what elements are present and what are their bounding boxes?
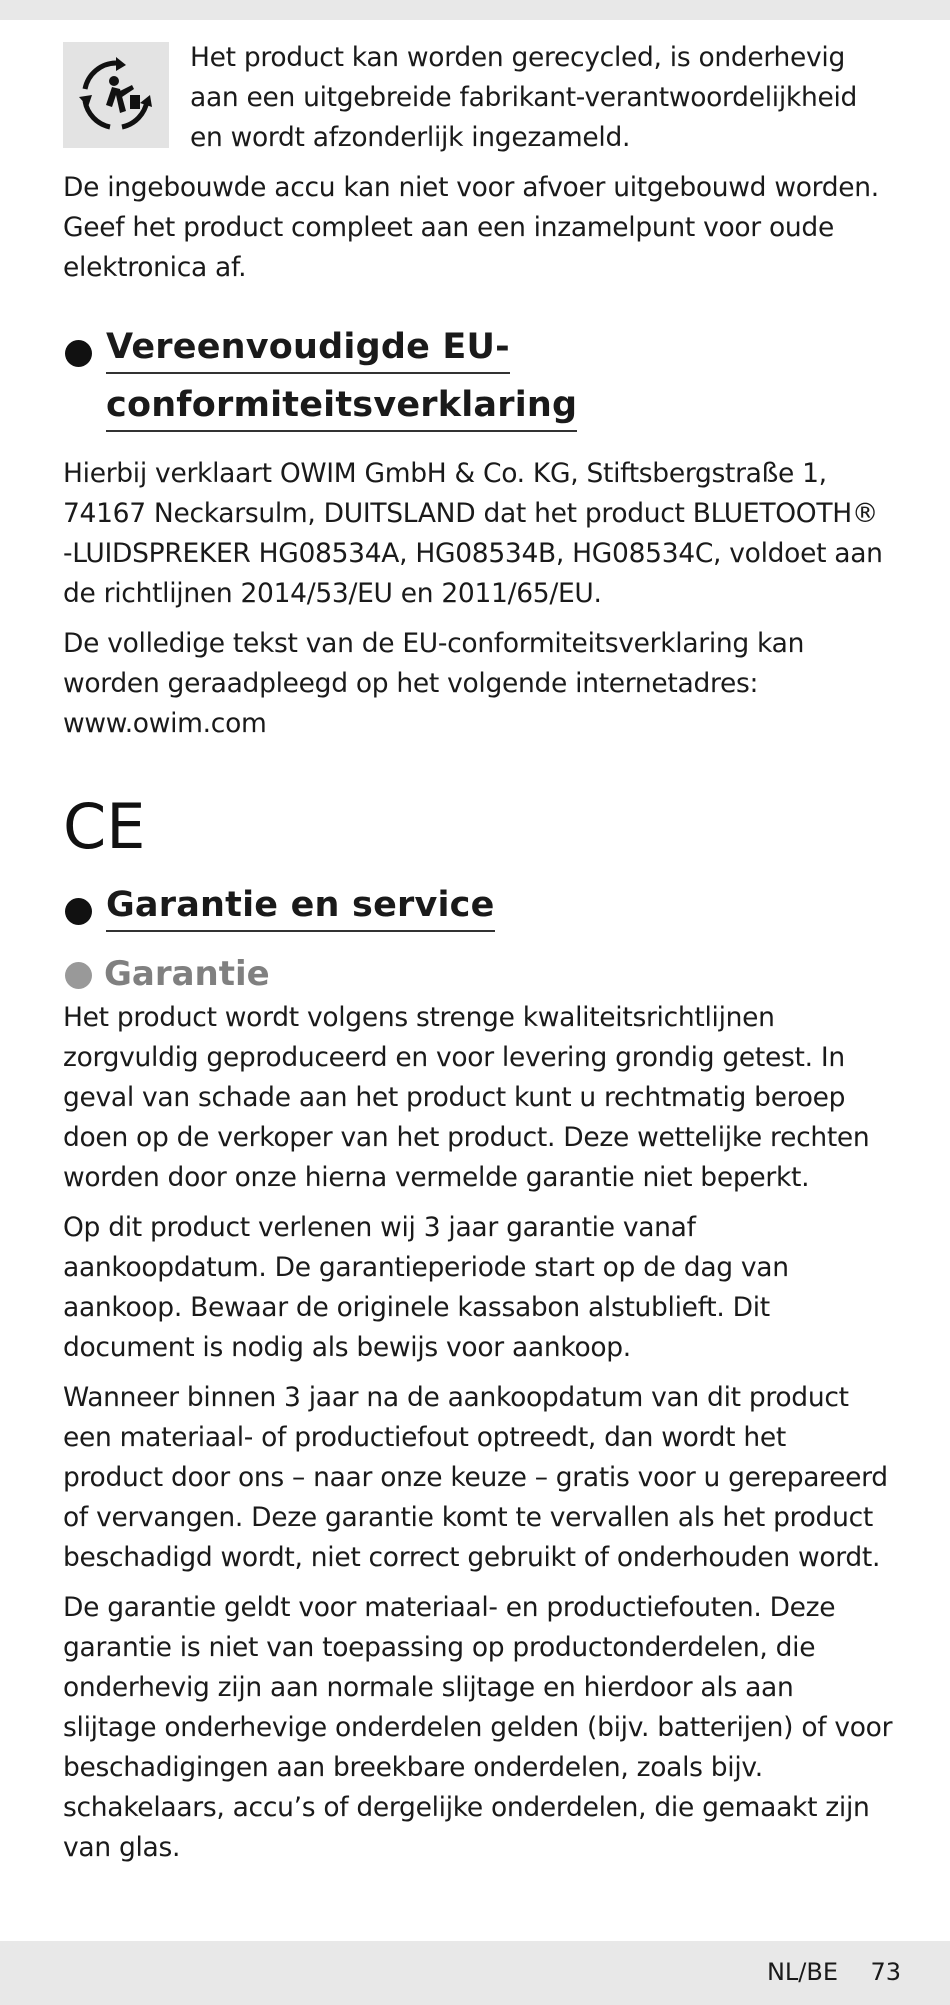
eu-declaration-text: Hierbij verklaart OWIM GmbH & Co. KG, Stiftsbergstraße 1, 74167 Neckarsulm, DUITSLAND dat het product BLUETOOTH® -LUIDSPREKER HG08534A, HG08534B, HG08534C, voldoet aan de richtlijnen 2014/53/EU en 2011/65/EU. — [63, 458, 883, 609]
ce-mark-text: CE — [63, 796, 143, 854]
warranty-paragraph-3: Wanneer binnen 3 jaar na de aankoopdatum van dit product een materiaal- of productiefout optreedt, dan wordt het product door ons – naar onze keuze – gratis voor u gerepareerd of vervangen. Deze garantie komt te vervallen als het product beschadigd wordt, niet correct gebruikt of onderhouden wordt. — [63, 1382, 888, 1573]
eu-declaration-heading — [63, 324, 893, 432]
subheading-bullet-icon — [65, 962, 92, 989]
battery-note: De ingebouwde accu kan niet voor afvoer uitgebouwd worden. Geef het product compleet aan een inzamelpunt voor oude elektronica af. — [63, 172, 879, 283]
warranty-paragraph-1: Het product wordt volgens strenge kwaliteitsrichtlijnen zorgvuldig geproduceerd en voor levering grondig getest. In geval van schade aan het product kunt u rechtmatig beroep doen op de verkoper van het product. Deze wettelijke rechten worden door onze hierna vermelde garantie niet beperkt. — [63, 1002, 870, 1193]
recycling-notice — [63, 38, 893, 162]
footer-region: NL/BE — [766, 1958, 838, 1986]
recycling-icon-box — [63, 42, 169, 148]
warranty-paragraph-4: De garantie geldt voor materiaal- en productiefouten. Deze garantie is niet van toepassing op productonderdelen, die onderhevig zijn aan normale slijtage en hierdoor als aan slijtage onderhevige onderdelen gelden (bijv. batterijen) of voor beschadigingen aan breekbare onderdelen, zoals bijv. schakelaars, accu’s of dergelijke onderdelen, die gemaakt zijn van glas. — [63, 1592, 893, 1863]
eu-declaration-link-text: De volledige tekst van de EU-conformiteitsverklaring kan worden geraadpleegd op het volgende internetadres: www.owim.com — [63, 628, 805, 739]
top-margin-bar — [0, 0, 950, 20]
heading-bullet-icon — [65, 898, 92, 925]
warranty-service-heading — [63, 882, 893, 932]
ce-mark-icon — [63, 796, 143, 854]
recycling-text: Het product kan worden gerecycled, is onderhevig aan een uitgebreide fabrikant-verantwoordelijkheid en wordt afzonderlijk ingezameld. — [190, 42, 858, 153]
warranty-paragraph-2: Op dit product verlenen wij 3 jaar garantie vanaf aankoopdatum. De garantieperiode start op de dag van aankoop. Bewaar de originele kassabon alstublieft. Dit document is nodig als bewijs voor aankoop. — [63, 1212, 789, 1363]
eu-heading-line1: Vereenvoudigde EU- — [106, 324, 510, 374]
recycling-triman-icon — [76, 55, 156, 135]
warranty-service-heading-text: Garantie en service — [106, 882, 495, 932]
page-footer — [0, 1941, 950, 2005]
heading-bullet-icon — [65, 340, 92, 367]
eu-heading-line2: conformiteitsverklaring — [106, 382, 577, 432]
warranty-subheading — [63, 950, 893, 998]
warranty-subheading-text: Garantie — [104, 954, 270, 994]
page-number: 73 — [870, 1958, 901, 1986]
ce-mark — [63, 796, 893, 862]
page-content — [63, 38, 893, 1878]
